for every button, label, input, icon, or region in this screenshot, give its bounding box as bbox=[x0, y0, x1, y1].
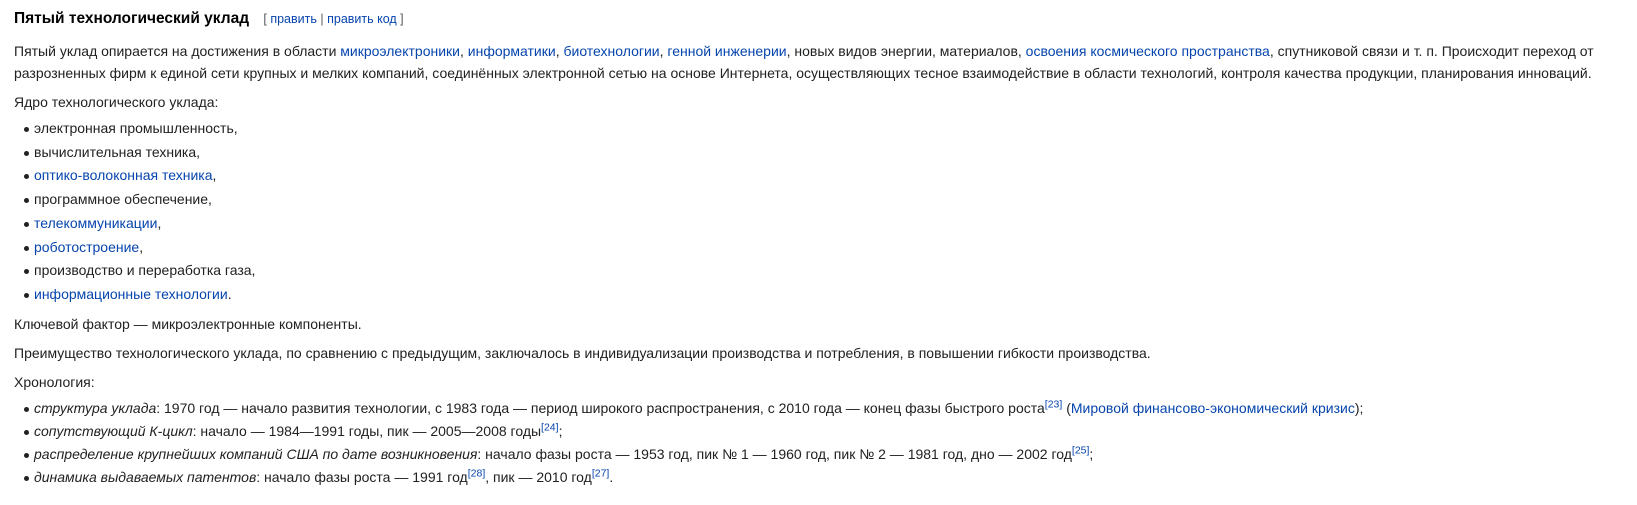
section-heading bbox=[14, 8, 1624, 30]
list-item: сопутствующий К-цикл: начало — 1984—1991 годы, пик — 2005—2008 годы[24]; bbox=[34, 420, 1624, 442]
link-informatics[interactable]: информатики bbox=[467, 43, 556, 59]
link-fiber-optics[interactable]: оптико-волоконная техника bbox=[34, 167, 213, 184]
list-item: структура уклада: 1970 год — начало развития технологии, с 1983 года — период широкого распространения, с 2010 года — конец фазы быстрого роста[23] (Мировой финансово-экономический кризис); bbox=[34, 397, 1624, 419]
section-title: Пятый технологический уклад bbox=[14, 10, 250, 27]
list-item: распределение крупнейших компаний США по дате возникновения: начало фазы роста — 1953 год, пик № 1 — 1960 год, пик № 2 — 1981 год, дно — 2002 год[25]; bbox=[34, 443, 1624, 465]
list-item: вычислительная техника, bbox=[34, 141, 1624, 164]
list-item: оптико-волоконная техника, bbox=[34, 164, 1624, 187]
list-item: роботостроение, bbox=[34, 236, 1624, 259]
link-genetic-engineering[interactable]: генной инженерии bbox=[667, 43, 787, 59]
reference-link[interactable]: [23] bbox=[1044, 397, 1063, 410]
link-microelectronics[interactable]: микроэлектроники bbox=[340, 43, 460, 59]
reference-link[interactable]: [27] bbox=[591, 466, 610, 479]
key-factor-paragraph: Ключевой фактор — микроэлектронные компоненты. bbox=[14, 315, 362, 332]
reference-link[interactable]: [25] bbox=[1071, 443, 1090, 456]
edit-code-link[interactable]: править код bbox=[327, 12, 397, 26]
link-information-technology[interactable]: информационные технологии bbox=[34, 285, 228, 302]
chronology-list bbox=[14, 397, 1624, 488]
list-item: электронная промышленность, bbox=[34, 117, 1624, 140]
link-telecommunications[interactable]: телекоммуникации bbox=[34, 214, 158, 231]
core-list bbox=[14, 117, 1624, 306]
advantage-paragraph: Преимущество технологического уклада, по сравнению с предыдущим, заключалось в индивидуализации производства и потребления, в повышении гибкости производства. bbox=[14, 344, 1151, 361]
list-item: телекоммуникации, bbox=[34, 212, 1624, 235]
link-financial-crisis[interactable]: Мировой финансово-экономический кризис bbox=[1070, 399, 1355, 416]
chronology-intro: Хронология: bbox=[14, 373, 95, 390]
reference-link[interactable]: [24] bbox=[541, 420, 559, 433]
link-robotics[interactable]: роботостроение bbox=[34, 238, 140, 255]
edit-link[interactable]: править bbox=[270, 12, 317, 26]
list-item: программное обеспечение, bbox=[34, 188, 1624, 211]
list-item: динамика выдаваемых патентов: начало фазы роста — 1991 год[28], пик — 2010 год[27]. bbox=[34, 466, 1624, 488]
edit-section-links: [ править | править код ] bbox=[263, 12, 404, 26]
intro-paragraph: Пятый уклад опирается на достижения в области микроэлектроники, информатики, биотехнологии, генной инженерии, новых видов энергии, материалов, освоения космического пространства, спутниковой связи и т. п. Происходит переход от разрозненных фирм к единой сети крупных и мелких компаний, соединённых электронной сетью на основе Интернета, осуществляющих тесное взаимодействие в области технологий, контроля качества продукции, планирования инноваций. bbox=[14, 43, 1594, 81]
reference-link[interactable]: [28] bbox=[467, 466, 486, 479]
link-biotechnology[interactable]: биотехнологии bbox=[563, 43, 660, 59]
core-intro: Ядро технологического уклада: bbox=[14, 94, 219, 110]
list-item: производство и переработка газа, bbox=[34, 259, 1624, 282]
list-item: информационные технологии. bbox=[34, 283, 1624, 306]
link-space-exploration[interactable]: освоения космического пространства bbox=[1025, 43, 1270, 59]
